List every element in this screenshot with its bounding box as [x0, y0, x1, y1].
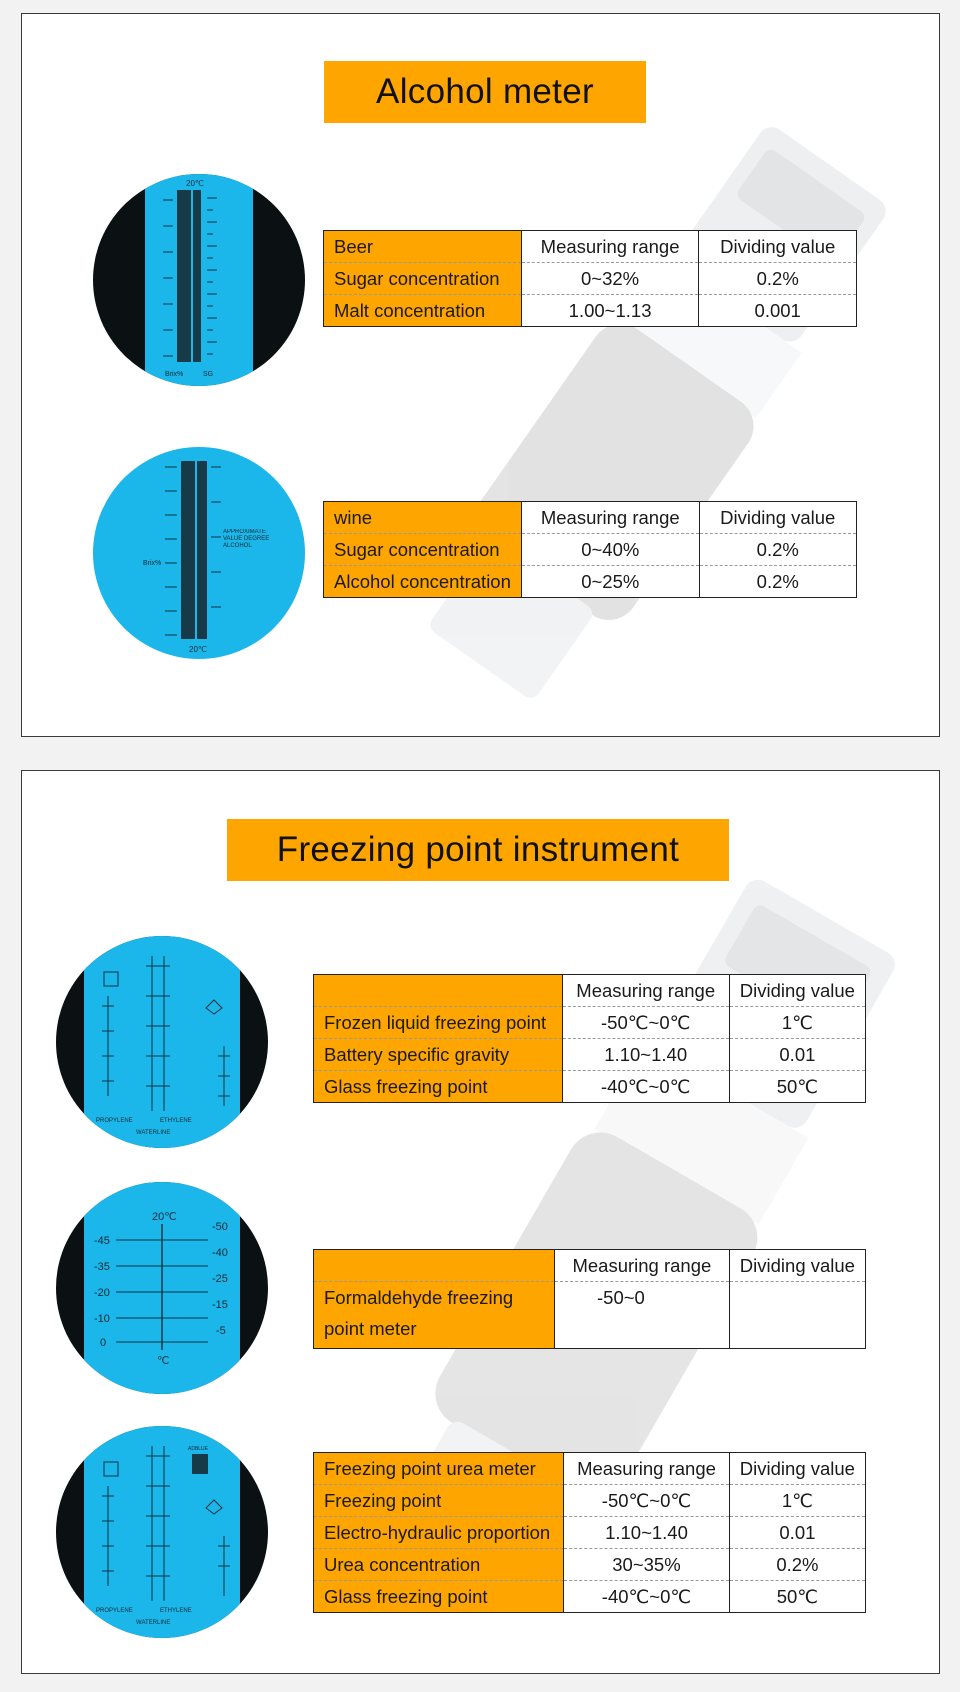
refractometer-watermark — [382, 114, 902, 734]
table-header-cell: Measuring range — [564, 1453, 730, 1485]
coolant-scale-bottom-label: WATERLINE — [136, 1130, 171, 1136]
urea-refractometer-scale — [56, 1426, 268, 1638]
dividing-value-cell: 50℃ — [729, 1581, 865, 1613]
row-label: Sugar concentration — [324, 263, 522, 295]
formaldehyde-scale-top-label: 20℃ — [152, 1211, 177, 1223]
formaldehyde-refractometer-scale — [56, 1182, 268, 1394]
dividing-value-cell: 0.01 — [729, 1039, 865, 1071]
measuring-range-cell: 1.10~1.40 — [562, 1039, 729, 1071]
beer-scale-left-label: Brix% — [165, 371, 184, 378]
wine-refractometer-scale — [93, 447, 305, 659]
table-header-cell: Dividing value — [729, 1453, 865, 1485]
table-header-cell: Dividing value — [699, 502, 856, 534]
dividing-value-cell: 0.001 — [699, 295, 857, 327]
formaldehyde-right-tick: -50 — [212, 1221, 228, 1233]
wine-scale-right-label: APPROXIMATE VALUE DEGREE ALCOHOL — [223, 529, 270, 549]
wine-spec-table — [323, 501, 857, 598]
table-row — [324, 295, 857, 327]
formaldehyde-right-tick: -40 — [212, 1247, 228, 1259]
table-header-cell — [314, 1250, 555, 1282]
measuring-range-cell: -40℃~0℃ — [562, 1071, 729, 1103]
alcohol-meter-panel — [21, 13, 940, 737]
page-title — [324, 61, 646, 123]
table-header-cell — [314, 975, 563, 1007]
coolant-scale-mid-label: ETHYLENE — [160, 1118, 192, 1124]
urea-spec-table — [313, 1452, 866, 1613]
beer-refractometer-scale — [93, 174, 305, 386]
formaldehyde-scale-bottom-label: ℃ — [157, 1355, 170, 1367]
row-label: Alcohol concentration — [324, 566, 522, 598]
table-header-cell: Measuring range — [562, 975, 729, 1007]
measuring-range-cell: 1.00~1.13 — [521, 295, 699, 327]
row-label: Formaldehyde freezing point meter — [314, 1282, 555, 1349]
table-row — [314, 1581, 866, 1613]
dividing-value-cell: 50℃ — [729, 1071, 865, 1103]
formaldehyde-left-tick: -45 — [94, 1235, 110, 1247]
measuring-range-cell: -50℃~0℃ — [564, 1485, 730, 1517]
dividing-value-cell: 0.2% — [699, 263, 857, 295]
table-header-cell: Dividing value — [729, 1250, 865, 1282]
row-label: Battery specific gravity — [314, 1039, 563, 1071]
table-row — [314, 1282, 866, 1349]
formaldehyde-right-tick: -15 — [212, 1299, 228, 1311]
formaldehyde-left-tick: 0 — [100, 1337, 107, 1349]
formaldehyde-left-tick: -10 — [94, 1313, 110, 1325]
row-label: Malt concentration — [324, 295, 522, 327]
formaldehyde-right-tick: -25 — [212, 1273, 228, 1285]
formaldehyde-spec-table — [313, 1249, 866, 1349]
dividing-value-cell: 1℃ — [729, 1485, 865, 1517]
table-row — [314, 1039, 866, 1071]
table-row — [314, 1517, 866, 1549]
table-header-cell: Beer — [324, 231, 522, 263]
dividing-value-cell: 0.2% — [729, 1549, 865, 1581]
row-label: Electro-hydraulic proportion — [314, 1517, 564, 1549]
table-header-cell: Dividing value — [729, 975, 865, 1007]
table-header-cell: Freezing point urea meter — [314, 1453, 564, 1485]
freezing-title-text: Freezing point instrument — [276, 830, 680, 869]
dividing-value-cell: 0.2% — [699, 566, 856, 598]
urea-scale-left-label: PROPYLENE — [96, 1608, 133, 1614]
measuring-range-cell: -50~0 — [555, 1282, 730, 1349]
measuring-range-cell: 0~32% — [521, 263, 699, 295]
table-row — [314, 1549, 866, 1581]
table-header-row — [324, 502, 857, 534]
urea-scale-top-label: ADBLUE — [188, 1446, 209, 1452]
table-header-cell: wine — [324, 502, 522, 534]
row-label: Glass freezing point — [314, 1071, 563, 1103]
dividing-value-cell — [729, 1282, 865, 1349]
urea-scale-bottom-label: WATERLINE — [136, 1620, 171, 1626]
dividing-value-cell: 0.01 — [729, 1517, 865, 1549]
table-header-row — [314, 1250, 866, 1282]
alcohol-title-text: Alcohol meter — [376, 72, 594, 111]
formaldehyde-left-tick: -20 — [94, 1287, 110, 1299]
table-header-cell: Measuring range — [521, 502, 699, 534]
table-header-row — [324, 231, 857, 263]
coolant-refractometer-scale — [56, 936, 268, 1148]
row-label: Sugar concentration — [324, 534, 522, 566]
dividing-value-cell: 0.2% — [699, 534, 856, 566]
wine-scale-bottom-label: 20℃ — [189, 645, 207, 654]
beer-spec-table — [323, 230, 857, 327]
measuring-range-cell: 30~35% — [564, 1549, 730, 1581]
section-title — [227, 819, 729, 881]
table-row — [314, 1485, 866, 1517]
coolant-spec-table — [313, 974, 866, 1103]
table-row — [324, 534, 857, 566]
row-label: Urea concentration — [314, 1549, 564, 1581]
wine-scale-left-label: Brix% — [143, 560, 162, 567]
table-header-cell: Dividing value — [699, 231, 857, 263]
measuring-range-cell: 1.10~1.40 — [564, 1517, 730, 1549]
formaldehyde-left-tick: -35 — [94, 1261, 110, 1273]
table-header-row — [314, 975, 866, 1007]
row-label: Frozen liquid freezing point — [314, 1007, 563, 1039]
formaldehyde-right-tick: -5 — [216, 1325, 226, 1337]
beer-scale-top-label: 20℃ — [186, 179, 204, 188]
urea-scale-mid-label: ETHYLENE — [160, 1608, 192, 1614]
table-header-cell: Measuring range — [555, 1250, 730, 1282]
row-label: Glass freezing point — [314, 1581, 564, 1613]
dividing-value-cell: 1℃ — [729, 1007, 865, 1039]
measuring-range-cell: 0~25% — [521, 566, 699, 598]
table-row — [314, 1007, 866, 1039]
row-label: Freezing point — [314, 1485, 564, 1517]
table-row — [314, 1071, 866, 1103]
beer-scale-right-label: SG — [203, 371, 214, 378]
table-header-cell: Measuring range — [521, 231, 699, 263]
table-row — [324, 263, 857, 295]
freezing-point-panel — [21, 770, 940, 1674]
measuring-range-cell: -50℃~0℃ — [562, 1007, 729, 1039]
table-row — [324, 566, 857, 598]
coolant-scale-left-label: PROPYLENE — [96, 1118, 133, 1124]
measuring-range-cell: 0~40% — [521, 534, 699, 566]
measuring-range-cell: -40℃~0℃ — [564, 1581, 730, 1613]
table-header-row — [314, 1453, 866, 1485]
